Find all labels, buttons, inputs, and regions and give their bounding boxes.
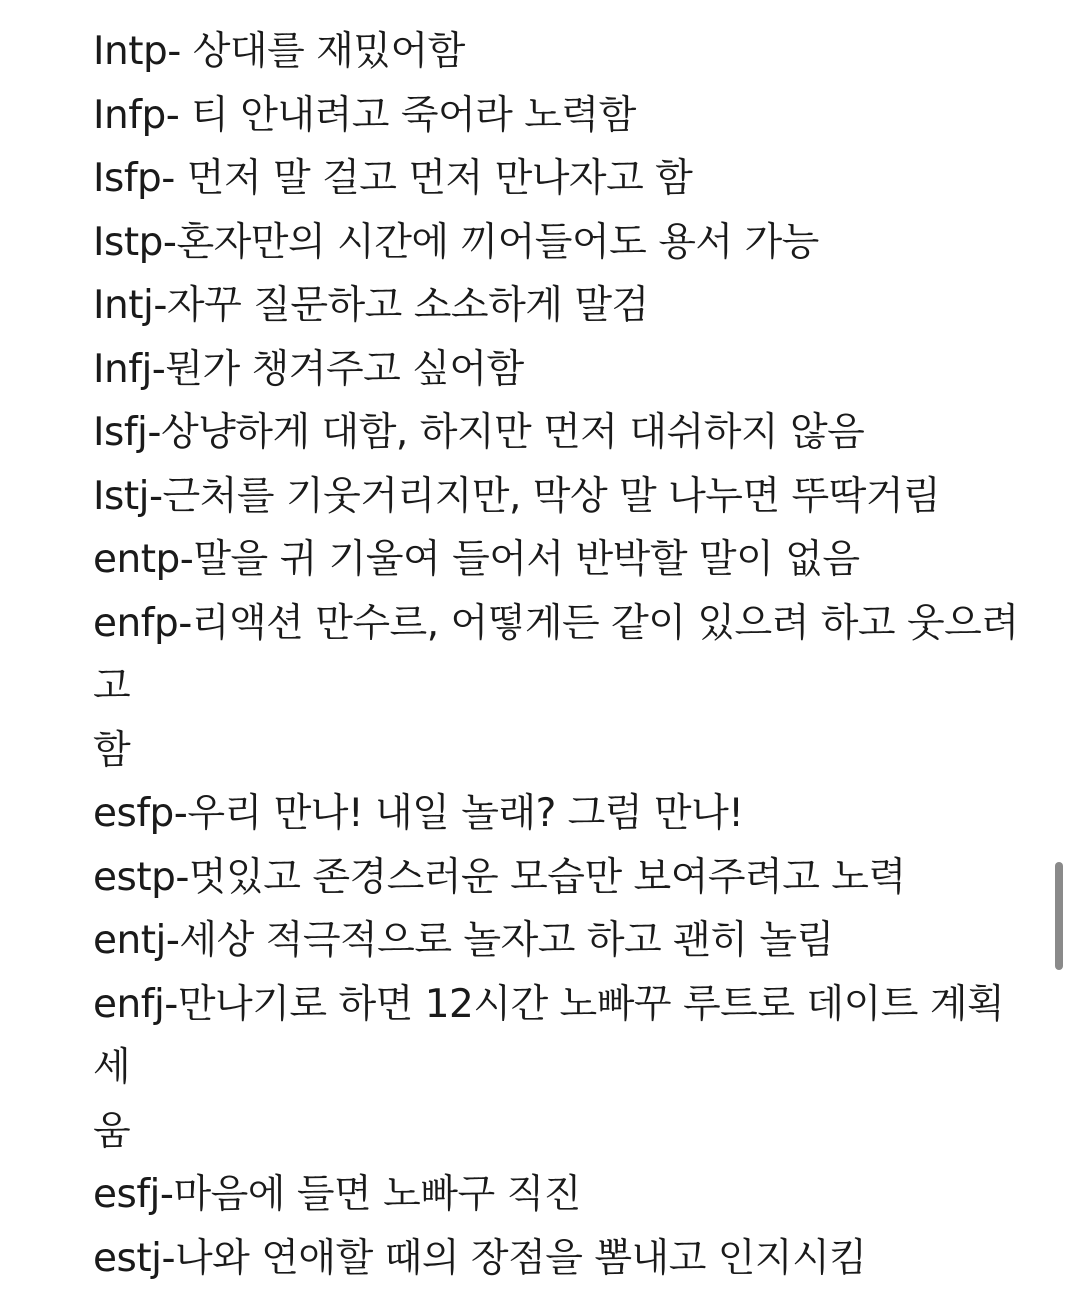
text-line-enfp-cont: 함 xyxy=(93,719,1033,783)
text-line-esfj: esfj-마음에 들면 노빠구 직진 xyxy=(93,1163,1033,1227)
text-line-entj: entj-세상 적극적으로 놀자고 하고 괜히 놀림 xyxy=(93,909,1033,973)
text-line-infp: Infp- 티 안내려고 죽어라 노력함 xyxy=(93,84,1033,148)
text-line-isfj: Isfj-상냥하게 대함, 하지만 먼저 대쉬하지 않음 xyxy=(93,401,1033,465)
text-line-estp: estp-멋있고 존경스러운 모습만 보여주려고 노력 xyxy=(93,846,1033,910)
text-line-istj: Istj-근처를 기웃거리지만, 막상 말 나누면 뚜딱거림 xyxy=(93,465,1033,529)
text-line-enfp: enfp-리액션 만수르, 어떻게든 같이 있으려 하고 웃으려고 xyxy=(93,592,1033,719)
text-line-intp: Intp- 상대를 재밌어함 xyxy=(93,20,1033,84)
text-line-istp: Istp-혼자만의 시간에 끼어들어도 용서 가능 xyxy=(93,211,1033,275)
text-line-enfj-cont: 움 xyxy=(93,1100,1033,1164)
text-body xyxy=(93,20,1033,1290)
text-line-isfp: Isfp- 먼저 말 걸고 먼저 만나자고 함 xyxy=(93,147,1033,211)
text-line-enfj: enfj-만나기로 하면 12시간 노빠꾸 루트로 데이트 계획 세 xyxy=(93,973,1033,1100)
text-line-estj: estj-나와 연애할 때의 장점을 뽐내고 인지시킴 xyxy=(93,1227,1033,1290)
text-line-esfp: esfp-우리 만나! 내일 놀래? 그럼 만나! xyxy=(93,782,1033,846)
text-line-infj: Infj-뭔가 챙겨주고 싶어함 xyxy=(93,338,1033,402)
text-line-intj: Intj-자꾸 질문하고 소소하게 말검 xyxy=(93,274,1033,338)
vertical-scrollbar-thumb[interactable] xyxy=(1055,862,1063,970)
text-line-entp: entp-말을 귀 기울여 들어서 반박할 말이 없음 xyxy=(93,528,1033,592)
